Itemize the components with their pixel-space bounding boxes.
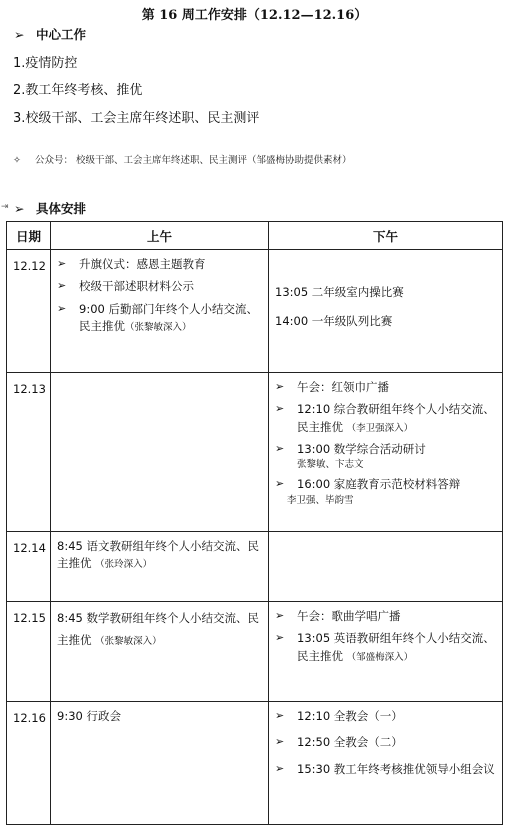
diamond-bullet-icon: ✧: [13, 155, 21, 166]
list-item: [57, 278, 264, 295]
item-note: （张玲深入）: [95, 559, 153, 571]
item-text: 8:45 语文教研组年终个人小结交流、民主推优: [57, 539, 259, 571]
item-note: （张黎敏深入）: [95, 635, 162, 647]
wechat-note-text: 公众号： 校级干部、工会主席年终述职、民主测评（邹盛梅协助提供素材）: [35, 155, 352, 166]
schedule-table: [6, 221, 503, 825]
plain-item: 14:00 一年级队列比赛: [275, 314, 393, 329]
page-title: 第 16 周工作安排（12.12—12.16）: [141, 8, 368, 23]
wechat-note: [13, 152, 352, 166]
arrow-bullet-icon: ➢: [57, 279, 67, 293]
central-work-label: 中心工作: [36, 27, 87, 42]
item-text: 校级干部述职材料公示: [79, 279, 194, 294]
list-item: [275, 608, 498, 625]
central-item-1: 1.疫情防控: [13, 56, 78, 71]
item-text: 13:00 数学综合活动研讨: [297, 441, 426, 456]
item-text: 午会：红领巾广播: [297, 380, 389, 394]
afternoon-cell: [269, 702, 503, 825]
table-row: [7, 532, 503, 602]
row-date: 12.13: [7, 373, 51, 532]
morning-cell: [51, 602, 269, 702]
item-text: 16:00 家庭教育示范校材料答辩: [297, 477, 461, 492]
item-text: 13:05 英语教研组年终个人小结交流、民主推优: [297, 631, 495, 663]
row-date: 12.14: [7, 532, 51, 602]
item-note: 李卫强、毕韵雪: [287, 494, 354, 506]
afternoon-cell: [269, 373, 503, 532]
arrow-bullet-icon: ➢: [275, 709, 285, 722]
item-note: 张黎敏、卞志文: [297, 459, 364, 470]
table-row: [7, 702, 503, 825]
list-item: [275, 761, 498, 778]
row-date: 12.16: [7, 702, 51, 825]
arrow-bullet-icon: ➢: [275, 477, 285, 491]
arrow-bullet-icon: ➢: [57, 257, 67, 270]
detail-heading-label: 具体安排: [36, 201, 87, 216]
morning-cell: [51, 702, 269, 825]
list-item: [57, 301, 264, 336]
morning-cell: [51, 250, 269, 373]
list-item: [275, 441, 498, 458]
morning-cell: [51, 373, 269, 532]
list-item: [275, 708, 498, 725]
arrow-bullet-icon: ➢: [57, 301, 67, 315]
arrow-bullet-icon: ➢: [14, 201, 25, 216]
central-work-heading: [14, 25, 86, 43]
item-text: 15:30 教工年终考核推优领导小组会议: [297, 761, 495, 776]
item-note: （李卫强深入）: [346, 422, 414, 434]
row-date: 12.12: [7, 250, 51, 373]
morning-cell: [51, 532, 269, 602]
col-header-date: 日期: [7, 222, 51, 250]
item-text: 9:00 后勤部门年终个人小结交流、民主推优: [79, 301, 258, 333]
item-text: 12:10 全教会（一）: [297, 709, 403, 723]
arrow-bullet-icon: ➢: [275, 402, 285, 416]
afternoon-cell: [269, 250, 503, 373]
arrow-bullet-icon: ➢: [275, 380, 285, 393]
table-header-row: [7, 222, 503, 250]
afternoon-cell: [269, 532, 503, 602]
plain-item: 13:05 二年级室内操比赛: [275, 285, 404, 299]
list-item: [275, 630, 498, 665]
item-note: （张黎敏深入）: [125, 321, 192, 333]
table-row: [7, 373, 503, 532]
central-item-3: 3.校级干部、工会主席年终述职、民主测评: [13, 111, 260, 126]
arrow-bullet-icon: ➢: [275, 441, 285, 455]
list-item: [275, 476, 498, 493]
item-text: 8:45 数学教研组年终个人小结交流、民主推优: [57, 611, 259, 647]
list-item: [57, 256, 264, 273]
item-note: （邹盛梅深入）: [346, 651, 414, 663]
arrow-bullet-icon: ➢: [14, 27, 25, 42]
col-header-afternoon: 下午: [269, 222, 503, 250]
list-item: [275, 379, 498, 396]
arrow-bullet-icon: ➢: [275, 761, 285, 775]
list-item: [275, 734, 498, 751]
item-text: 12:10 综合教研组年终个人小结交流、民主推优: [297, 402, 495, 434]
arrow-bullet-icon: ➢: [275, 631, 285, 645]
paragraph-mark-icon: ⇥: [1, 202, 9, 212]
arrow-bullet-icon: ➢: [275, 609, 285, 622]
item-text: 9:30 行政会: [57, 709, 121, 723]
item-text: 升旗仪式：感恩主题教育: [79, 257, 206, 271]
list-item: [275, 401, 498, 436]
item-text: 12:50 全教会（二）: [297, 735, 403, 750]
col-header-morning: 上午: [51, 222, 269, 250]
table-row: [7, 602, 503, 702]
afternoon-cell: [269, 602, 503, 702]
item-text: 午会：歌曲学唱广播: [297, 609, 401, 623]
central-item-2: 2.教工年终考核、推优: [13, 83, 143, 98]
arrow-bullet-icon: ➢: [275, 735, 285, 749]
row-date: 12.15: [7, 602, 51, 702]
detail-heading: [14, 199, 86, 217]
table-row: [7, 250, 503, 373]
